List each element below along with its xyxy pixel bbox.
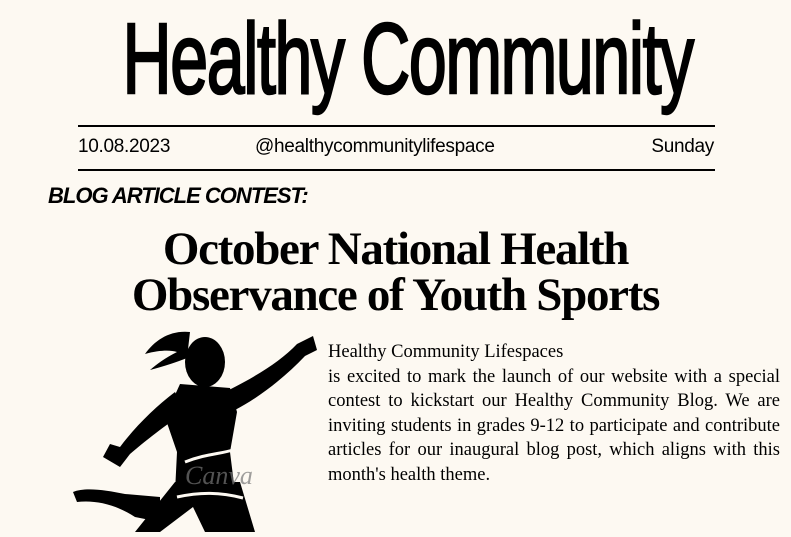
article-paragraph: is excited to mark the launch of our website with a special contest to kickstart our Healthy Community Blog. We are inviting students in grades 9-12 to participate and contribute articles for our inaugural blog post, which aligns with this month's health theme. — [328, 366, 780, 485]
article-body — [328, 340, 780, 488]
section-kicker: BLOG ARTICLE CONTEST: — [48, 183, 308, 208]
divider-top — [78, 125, 715, 127]
headline-line-2: Observance of Youth Sports — [131, 269, 660, 321]
organization-name: Healthy Community Lifespaces — [328, 342, 564, 362]
headline-line-1: October National Health — [162, 223, 629, 275]
image-watermark: Canva — [185, 461, 253, 490]
issue-date: 10.08.2023 — [78, 136, 171, 157]
issue-day: Sunday — [651, 136, 714, 157]
article-headline — [0, 223, 791, 321]
social-handle: @healthycommunitylifespace — [255, 136, 495, 157]
masthead-title: Healthy Community — [122, 3, 693, 115]
divider-bottom — [78, 169, 715, 171]
soccer-player-silhouette-image — [65, 322, 325, 532]
